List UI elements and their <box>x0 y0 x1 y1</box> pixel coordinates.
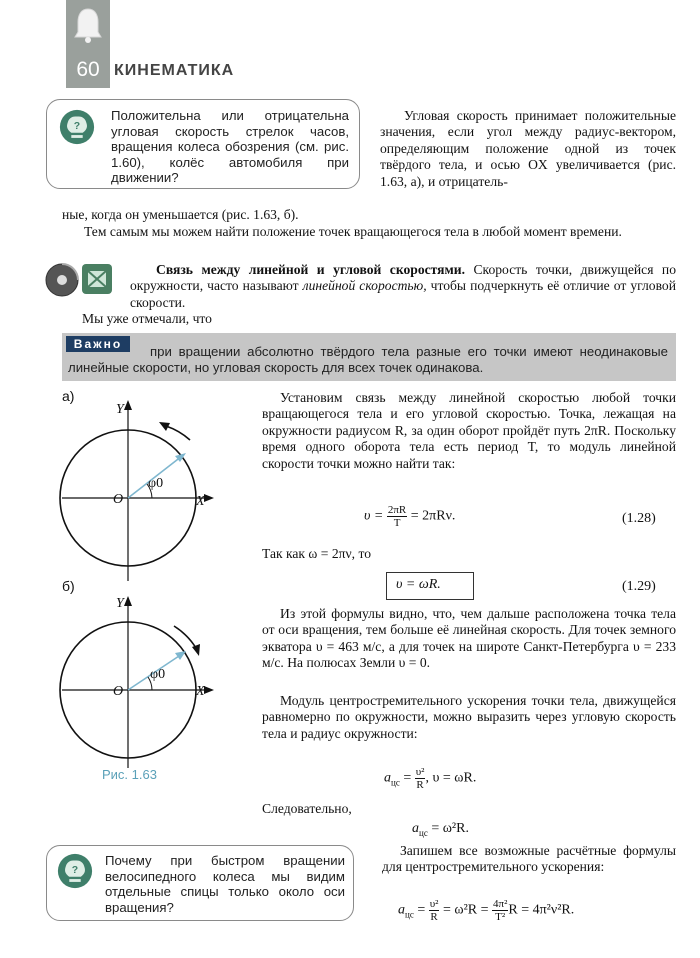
write-paragraph: Запишем все возможные расчётные формулы для центростремительного ускорения: <box>382 843 676 875</box>
axis-x-label-a: X <box>196 494 205 509</box>
section-paragraph <box>130 262 676 311</box>
since-line: Так как ω = 2πν, то <box>262 546 372 561</box>
brain-question-icon <box>58 108 96 146</box>
noted-paragraph: Мы уже отмечали, что <box>82 311 212 326</box>
film-icon <box>80 262 114 296</box>
eqall-fraction-1 <box>429 898 440 923</box>
eqall-sub: цс <box>405 909 414 920</box>
section-text-1: Скорость точки, движущейся по окружности, часто называют <box>130 262 676 294</box>
bell-icon <box>72 6 104 46</box>
circle-diagram-b <box>48 592 238 772</box>
equation-all <box>398 898 574 923</box>
eqall-end: R = 4π²ν²R. <box>508 902 575 918</box>
intro-paragraph: Угловая скорость принимает положительные значения, если угол между радиус-вектором, определяющим положение одной из точек твёрдого тела, и осью OX увеличивается (рис. 1.63, а), и отрицатель- <box>380 108 676 189</box>
eq129-number: (1.29) <box>622 579 656 594</box>
eqall-num2: 4π² <box>493 898 508 910</box>
eq128-fraction <box>387 504 407 529</box>
important-text: при вращении абсолютно твёрдого тела разные его точки имеют неодинаковые линейные скорости, но угловая скорость для всех точек одинакова. <box>68 344 668 375</box>
section-heading: Связь между линейной и угловой скоростями. <box>156 262 466 277</box>
eqacc-num: υ² <box>415 766 425 778</box>
eqall-den1: R <box>430 911 438 923</box>
origin-label-a: O <box>113 492 124 507</box>
eqacc-fraction <box>415 766 426 791</box>
eqacc-sub: цс <box>391 777 400 788</box>
eq128-den: T <box>393 517 401 529</box>
establish-paragraph: Установим связь между линейной скоростью любой точки вращающегося тела и его угловой скоростью. Точка, лежащая на окружности радиусом R, за один оборот пройдёт путь 2πR. Поскольку время одного оборота тела есть период T, то модуль линейной скорости точки можно найти так: <box>262 390 676 471</box>
angle-label-b: φ0 <box>150 667 166 682</box>
svg-text:?: ? <box>73 120 81 132</box>
intro-continuation: ные, когда он уменьшается (рис. 1.63, б). <box>62 207 299 222</box>
eqall-den2: T² <box>495 911 506 923</box>
circle-diagram-a <box>48 396 238 586</box>
eqacc-eq: = <box>403 770 412 786</box>
question-top-text: Положительна или отрицательна угловая скорость стрелок часов, вращения колеса обозрения (см. рис. 1.60), колёс автомобиля при движении? <box>111 108 349 186</box>
eqall-fraction-2 <box>492 898 508 923</box>
eq128-lhs: υ = <box>364 508 384 524</box>
eqacc2-sub: цс <box>419 827 428 838</box>
eq128-rhs: = 2πRν. <box>410 508 456 524</box>
page-number: 60 <box>76 58 100 81</box>
figure-caption: Рис. 1.63 <box>102 767 157 782</box>
eqall-mid: = ω²R = <box>442 902 489 918</box>
eqacc-lhs: a <box>384 770 391 786</box>
section-text-2: чтобы подчеркнуть её отличие от угловой скорости. <box>130 278 676 310</box>
consequently-line: Следовательно, <box>262 801 352 816</box>
angle-label-a: φ0 <box>148 476 164 491</box>
origin-label-b: O <box>113 684 124 699</box>
eqall-num1: υ² <box>429 898 439 910</box>
eqacc2-rhs: = ω²R. <box>431 821 469 836</box>
axis-y-label-a: Y <box>116 402 124 417</box>
figure-label-b: б) <box>62 578 75 594</box>
eqacc2-lhs: a <box>412 821 419 836</box>
formula-paragraph: Из этой формулы видно, что, чем дальше расположена точка тела от оси вращения, тем больше её линейная скорость. Для точек земного экватора υ = 463 м/с, а для точек на широте Санкт-Петербурга υ = 233 м/с. На полюсах Земли υ = 0. <box>262 606 676 671</box>
module-paragraph: Модуль центростремительного ускорения точки тела, движущейся равномерно по окружности, можно выразить через угловую скорость тела и радиус окружности: <box>262 693 676 741</box>
eqall-lhs: a <box>398 902 405 918</box>
important-tag: Важно <box>66 336 130 352</box>
equation-1-29: υ = ωR. <box>396 577 441 592</box>
eqacc-den: R <box>416 779 424 791</box>
figure-label-a: а) <box>62 388 75 404</box>
equation-acceleration-2 <box>412 821 469 838</box>
eq128-num: 2πR <box>387 504 407 516</box>
disc-icon <box>44 262 80 298</box>
axis-x-label-b: X <box>196 684 205 699</box>
eqacc-rest: , υ = ωR. <box>425 770 477 786</box>
position-paragraph: Тем самым мы можем найти положение точек вращающегося тела в любой момент времени. <box>84 224 622 239</box>
question-bottom-text: Почему при быстром вращении велосипедного колеса мы видим отдельные спицы только около оси вращения? <box>105 853 345 915</box>
equation-1-28 <box>364 504 455 529</box>
eq128-number: (1.28) <box>622 511 656 526</box>
chapter-title: КИНЕМАТИКА <box>114 62 235 79</box>
eqall-eq1: = <box>417 902 426 918</box>
svg-text:?: ? <box>71 864 79 876</box>
axis-y-label-b: Y <box>116 596 124 611</box>
brain-question-icon <box>56 852 94 890</box>
section-emphasis: линейной скоростью, <box>302 278 427 294</box>
equation-acceleration <box>384 766 476 791</box>
